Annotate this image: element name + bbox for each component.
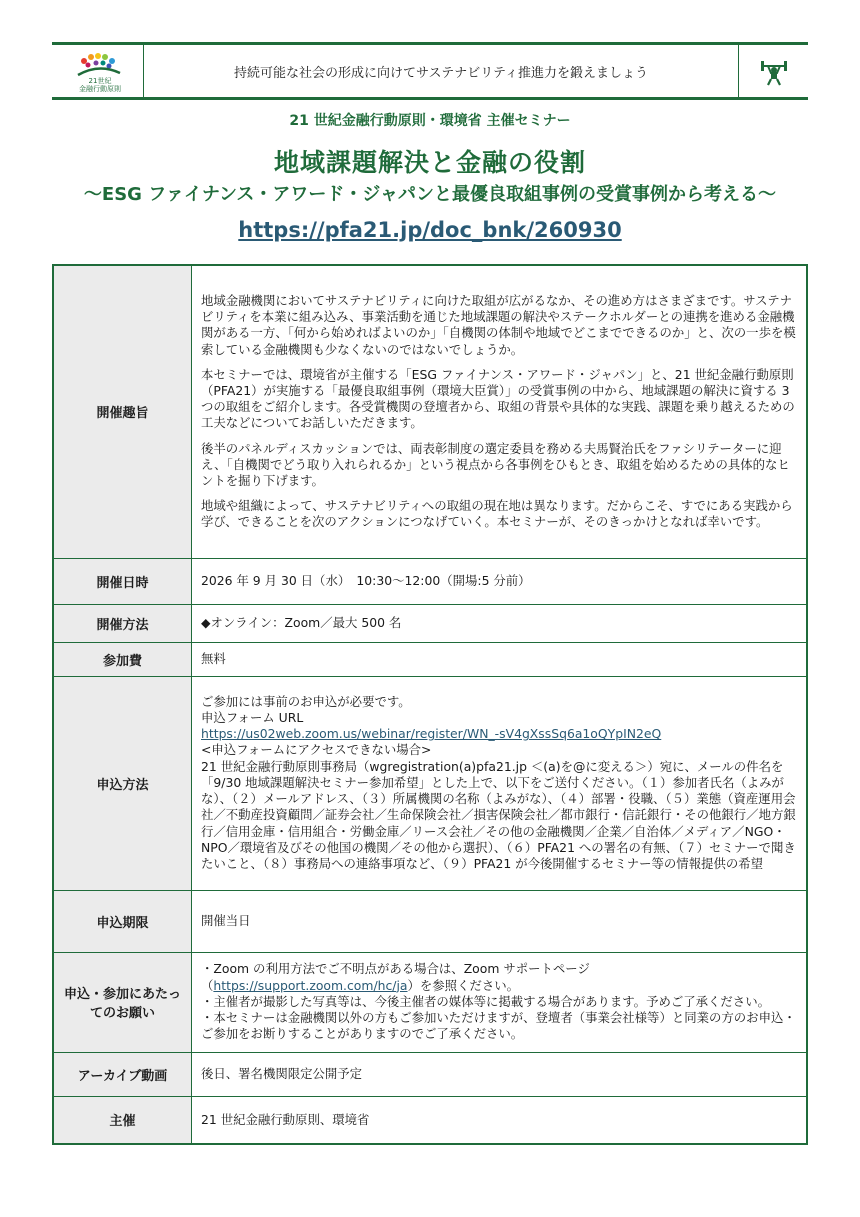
apply-form-heading: 申込フォーム URL bbox=[201, 710, 304, 726]
table-row bbox=[53, 642, 807, 676]
archive-value: 後日、署名機関限定公開予定 bbox=[192, 1052, 808, 1096]
apply-value bbox=[192, 676, 808, 890]
organizers-line: 21 世紀金融行動原則・環境省 主催セミナー bbox=[289, 113, 571, 129]
table-row bbox=[53, 1052, 807, 1096]
fee-value: 無料 bbox=[192, 642, 808, 676]
purpose-paragraph: 地域や組織によって、サステナビリティへの取組の現在地は異なります。だからこそ、すでにある実践から学び、できることを次のアクションにつなげていく。本セミナーが、そのきっかけとなれば幸いです。 bbox=[201, 498, 793, 530]
table-row bbox=[53, 952, 807, 1052]
table-row bbox=[53, 1096, 807, 1144]
request-item-text: ）を参照ください。 bbox=[407, 977, 520, 993]
weightlifter-badge bbox=[738, 45, 808, 97]
datetime-label: 開催日時 bbox=[53, 558, 192, 604]
table-row bbox=[53, 890, 807, 952]
table-row bbox=[53, 676, 807, 890]
apply-form-link[interactable]: https://us02web.zoom.us/webinar/register/WN_-sV4gXssSq6a1oQYpIN2eQ bbox=[201, 726, 662, 742]
request-item: ・本セミナーは金融機関以外の方もご参加いただけますが、登壇者（事業会社様等）と同業の方のお申込・ご参加をお断りすることがありますのでご了承ください。 bbox=[201, 1010, 796, 1042]
request-item: ・主催者が撮影した写真等は、今後主催者の媒体等に掲載する場合があります。予めご了承ください。 bbox=[201, 993, 770, 1009]
host-label: 主催 bbox=[53, 1096, 192, 1144]
table-row bbox=[53, 265, 807, 558]
logo-text: 21世紀 金融行動原則 bbox=[79, 77, 121, 93]
flower-dots-icon bbox=[72, 51, 126, 79]
seminar-url-link[interactable]: https://pfa21.jp/doc_bnk/260930 bbox=[238, 218, 622, 242]
datetime-value: 2026 年 9 月 30 日（水） 10:30〜12:00（開場:5 分前） bbox=[192, 558, 808, 604]
purpose-paragraph: 本セミナーでは、環境省が主催する「ESG ファイナンス・アワード・ジャパン」と、21 世紀金融行動原則（PFA21）が実施する「最優良取組事例（環境大臣賞）」の受賞事例の中から、地域課題の解決に資する 3 つの取組をご紹介します。各受賞機関の登壇者から、取組の背景や具体的な実践、課題を乗り越えるための工夫などについてお話しいただきます。 bbox=[201, 366, 795, 431]
purpose-label: 開催趣旨 bbox=[53, 265, 192, 558]
slogan: 持続可能な社会の形成に向けてサステナビリティ推進力を鍛えましょう bbox=[234, 65, 648, 81]
host-value: 21 世紀金融行動原則、環境省 bbox=[192, 1096, 808, 1144]
method-label: 開催方法 bbox=[53, 604, 192, 642]
table-row bbox=[53, 558, 807, 604]
zoom-support-link[interactable]: https://support.zoom.com/hc/ja bbox=[213, 977, 408, 993]
requests-value bbox=[192, 952, 808, 1052]
requests-label: 申込・参加にあたってのお願い bbox=[53, 952, 192, 1052]
page-subtitle: 〜ESG ファイナンス・アワード・ジャパンと最優良取組事例の受賞事例から考える〜 bbox=[83, 184, 777, 205]
fee-label: 参加費 bbox=[53, 642, 192, 676]
method-value: ◆オンライン：Zoom／最大 500 名 bbox=[192, 604, 808, 642]
purpose-paragraph: 後半のパネルディスカッションでは、両表彰制度の選定委員を務める夫馬賢治氏をファシリテーターに迎え、「自機関でどう取り入れられるか」という視点から各事例をひもとき、取組を始めるための具体的なヒントを掘り下げます。 bbox=[201, 440, 790, 488]
apply-note: ご参加には事前のお申込が必要です。 bbox=[201, 693, 411, 709]
weightlifter-icon bbox=[759, 56, 789, 86]
deadline-label: 申込期限 bbox=[53, 890, 192, 952]
request-item-text: ・Zoom の利用方法でご不明点がある場合は、Zoom サポートページ（ bbox=[201, 961, 590, 993]
purpose-value bbox=[192, 265, 808, 558]
header-band bbox=[52, 42, 808, 100]
apply-fallback-body: 21 世紀金融行動原則事務局（wgregistration(a)pfa21.jp ＜(a)を@に変える＞）宛に、メールの件名を「9/30 地域課題解決セミナー参加希望」とした上で、以下をご送付ください。（１）参加者氏名（よみがな）、（２）メールアドレス、（３）所属機関の名称（よみがな）、（４）部署・役職、（５）業態（資産運用会社／不動産投資顧問／証券会社／生命保険会社／損害保険会社／都市銀行・信託銀行・その他銀行／地方銀行／信用金庫・信用組合・労働金庫／リース会社／その他の金融機関／企業／自治体／メディア／NGO・NPO／環境省及びその他国の機関／その他から選択）、（６）PFA21 への署名の有無、（７）セミナーで聞きたいこと、（８）事務局への連絡事項など、（９）PFA21 が今後開催するセミナー等の情報提供の希望 bbox=[201, 758, 796, 871]
apply-label: 申込方法 bbox=[53, 676, 192, 890]
apply-fallback-heading: <申込フォームにアクセスできない場合> bbox=[201, 742, 432, 758]
deadline-value: 開催当日 bbox=[192, 890, 808, 952]
archive-label: アーカイブ動画 bbox=[53, 1052, 192, 1096]
info-table bbox=[52, 264, 808, 1145]
table-row bbox=[53, 604, 807, 642]
logo bbox=[52, 45, 144, 97]
request-item bbox=[201, 961, 797, 993]
purpose-paragraph: 地域金融機関においてサステナビリティに向けた取組が広がるなか、その進め方はさまざまです。サステナビリティを本業に組み込み、事業活動を通じた地域課題の解決やステークホルダーとの連携を進める金融機関がある一方、「何から始めればよいのか」「自機関の体制や地域でどこまでできるのか」と、次の一歩を模索している金融機関も少なくないのではないでしょうか。 bbox=[201, 292, 796, 357]
page-title: 地域課題解決と金融の役割 bbox=[273, 148, 586, 177]
